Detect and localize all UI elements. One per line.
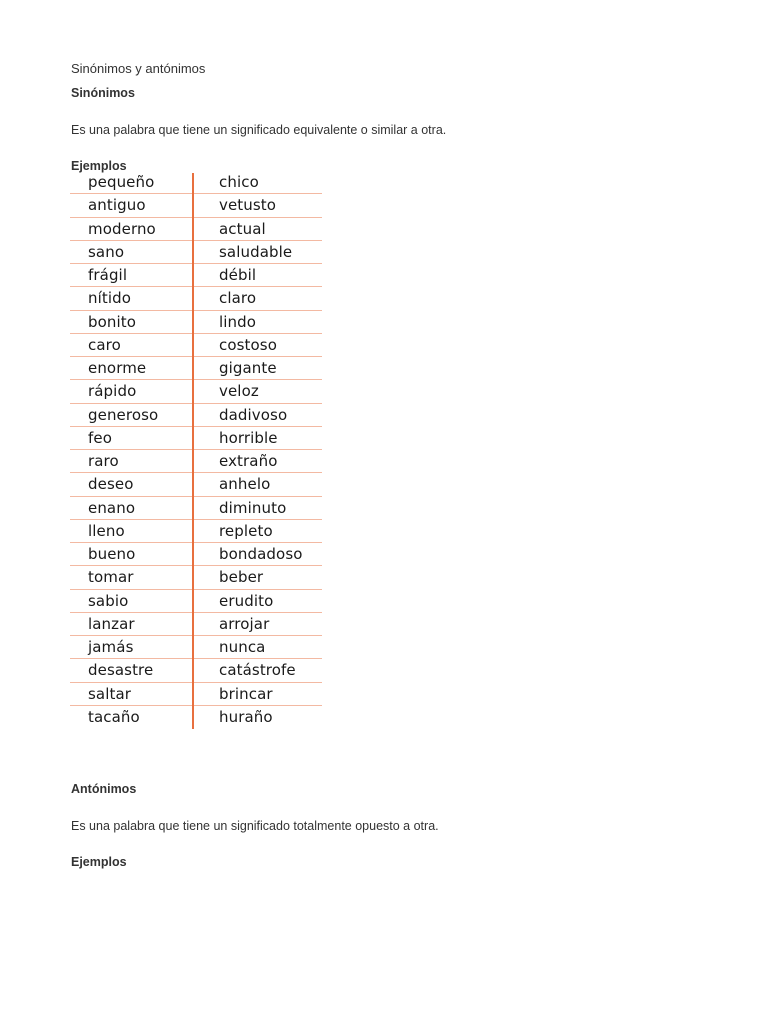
synonym-equivalent: anhelo <box>219 475 271 494</box>
synonym-word: generoso <box>88 405 159 424</box>
synonym-word: sano <box>88 242 125 261</box>
synonym-equivalent: claro <box>219 289 257 308</box>
synonym-equivalent: costoso <box>219 335 277 354</box>
synonym-equivalent: brincar <box>219 684 273 703</box>
antonyms-definition: Es una palabra que tiene un significado totalmente opuesto a otra. <box>71 819 439 833</box>
synonym-word: deseo <box>88 475 134 494</box>
antonyms-heading: Antónimos <box>71 782 137 796</box>
synonym-word: rápido <box>88 382 137 401</box>
synonym-word: tomar <box>88 568 134 587</box>
synonym-word: enano <box>88 498 136 517</box>
synonym-word: caro <box>88 335 121 354</box>
synonym-word: pequeño <box>88 173 155 191</box>
synonym-equivalent: débil <box>219 266 257 284</box>
synonym-equivalent: arrojar <box>219 614 270 633</box>
synonym-word: raro <box>88 452 119 470</box>
synonym-equivalent: huraño <box>219 707 273 726</box>
synonym-equivalent: chico <box>219 173 259 191</box>
synonym-equivalent: repleto <box>219 521 273 540</box>
synonym-equivalent: saludable <box>219 242 293 261</box>
synonyms-examples-label: Ejemplos <box>71 159 127 173</box>
synonym-word: tacaño <box>88 707 140 726</box>
table-row <box>70 613 322 636</box>
synonym-word: bonito <box>88 312 137 331</box>
synonym-equivalent: extraño <box>219 452 278 470</box>
table-row <box>70 497 322 520</box>
synonym-word: frágil <box>88 266 128 284</box>
synonym-equivalent: dadivoso <box>219 405 288 424</box>
synonym-equivalent: veloz <box>219 382 259 401</box>
synonyms-table-divider <box>192 173 194 729</box>
table-row <box>70 473 322 496</box>
document-title: Sinónimos y antónimos <box>71 61 206 76</box>
synonyms-definition: Es una palabra que tiene un significado equivalente o similar a otra. <box>71 123 447 137</box>
table-row <box>70 194 322 217</box>
table-row <box>70 706 322 729</box>
synonym-word: nítido <box>88 289 132 308</box>
table-row <box>70 357 322 380</box>
synonym-word: antiguo <box>88 196 146 215</box>
synonym-word: lleno <box>88 521 125 540</box>
synonym-equivalent: catástrofe <box>219 661 296 680</box>
table-row <box>70 311 322 334</box>
synonym-equivalent: actual <box>219 219 266 238</box>
table-row <box>70 520 322 543</box>
synonym-word: lanzar <box>88 614 135 633</box>
table-row <box>70 566 322 589</box>
synonym-word: feo <box>88 428 112 447</box>
synonyms-heading: Sinónimos <box>71 86 135 100</box>
synonym-equivalent: beber <box>219 568 264 587</box>
table-row <box>70 683 322 706</box>
table-row <box>70 241 322 264</box>
synonym-equivalent: bondadoso <box>219 545 303 563</box>
table-row <box>70 543 322 566</box>
table-row <box>70 659 322 682</box>
table-row <box>70 218 322 241</box>
synonym-equivalent: diminuto <box>219 498 287 517</box>
table-row <box>70 171 322 194</box>
table-row <box>70 427 322 450</box>
table-row <box>70 450 322 473</box>
synonym-word: jamás <box>88 638 134 656</box>
synonym-word: sabio <box>88 591 129 610</box>
table-row <box>70 287 322 310</box>
synonym-word: saltar <box>88 684 132 703</box>
synonym-word: bueno <box>88 545 136 563</box>
synonym-equivalent: gigante <box>219 359 277 377</box>
synonym-equivalent: vetusto <box>219 196 277 215</box>
synonym-word: moderno <box>88 219 156 238</box>
synonym-equivalent: erudito <box>219 591 274 610</box>
synonym-equivalent: horrible <box>219 428 278 447</box>
table-row <box>70 636 322 659</box>
synonym-word: enorme <box>88 359 147 377</box>
table-row <box>70 380 322 403</box>
synonyms-table <box>70 171 322 729</box>
table-row <box>70 404 322 427</box>
synonym-word: desastre <box>88 661 154 680</box>
synonym-equivalent: nunca <box>219 638 266 656</box>
table-row <box>70 590 322 613</box>
antonyms-examples-label: Ejemplos <box>71 855 127 869</box>
table-row <box>70 264 322 287</box>
table-row <box>70 334 322 357</box>
synonym-equivalent: lindo <box>219 312 257 331</box>
